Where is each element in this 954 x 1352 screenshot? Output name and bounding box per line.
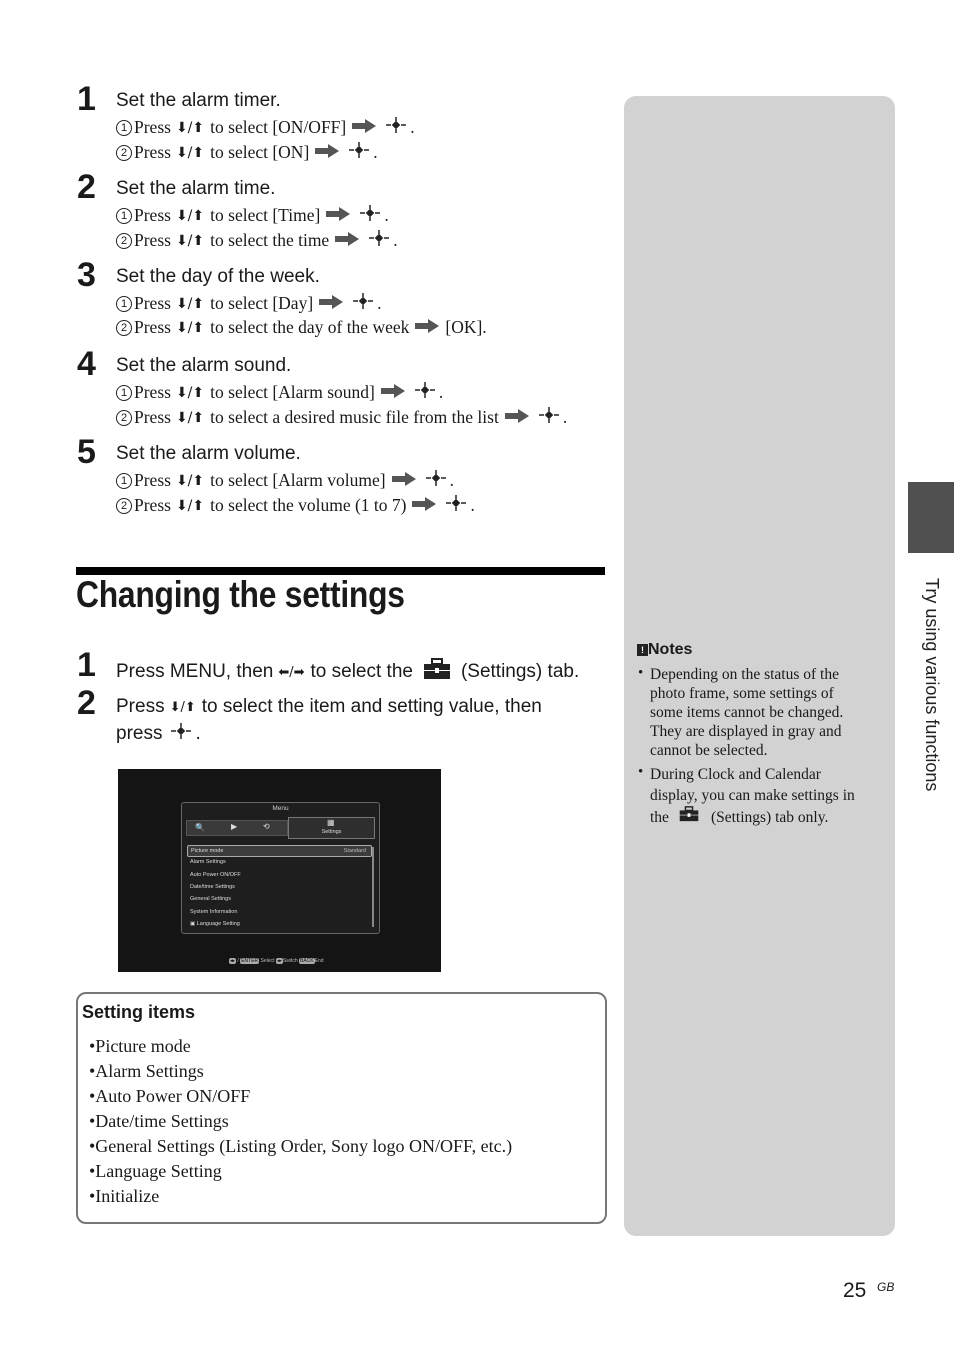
note-2-tab-only: (Settings) tab only. — [710, 808, 829, 826]
next-arrow-icon — [352, 117, 376, 138]
menu-row[interactable] — [187, 845, 372, 857]
circled-number: 2 — [116, 145, 132, 161]
enter-icon — [352, 292, 374, 315]
section-title: Changing the settings — [76, 574, 405, 615]
section-step-1-text — [116, 658, 579, 686]
menu-panel — [181, 802, 380, 934]
substep-text: to select [Alarm sound] — [210, 382, 375, 402]
next-arrow-icon — [326, 205, 350, 226]
section-step-2-line1 — [116, 696, 542, 718]
menu-row-label: System Information — [190, 908, 238, 915]
substep-press: Press — [134, 407, 171, 427]
footer-switch: Switch — [282, 958, 298, 964]
section-step-1-mid: to select the — [310, 661, 413, 682]
step-4-substep-1 — [116, 381, 443, 404]
menu-row-label: Picture mode — [191, 848, 224, 854]
step-5-substep-2 — [116, 494, 475, 517]
step-2-number: 2 — [77, 168, 96, 206]
menu-tabs — [186, 820, 288, 836]
period: . — [384, 205, 389, 225]
substep-press: Press — [134, 382, 171, 402]
step-5-number: 5 — [77, 433, 96, 471]
note-2-line-2: display, you can make settings in — [650, 787, 855, 804]
edit-tab-icon[interactable]: ⟲ — [263, 822, 270, 831]
enter-icon — [385, 116, 407, 139]
switch-key-icon: ◂▸ — [276, 958, 282, 964]
setting-item: •General Settings (Listing Order, Sony logo ON/OFF, etc.) — [89, 1136, 513, 1156]
enter-icon — [170, 722, 192, 746]
notes-heading — [637, 641, 692, 659]
menu-row[interactable] — [187, 882, 370, 892]
settings-tab-label: Settings — [321, 829, 342, 835]
substep-text: to select [Time] — [210, 205, 321, 225]
note-1-line-3: some items cannot be changed. — [650, 704, 844, 721]
substep-end: [OK]. — [445, 317, 487, 337]
section-step-2-post: to select the item and setting value, then — [201, 696, 542, 717]
enter-icon — [348, 141, 370, 164]
section-step-2-number: 2 — [77, 684, 96, 722]
settings-tab-icon: ▦ — [327, 818, 335, 827]
note-bullet-1: • — [638, 665, 644, 681]
setting-item: •Initialize — [89, 1186, 160, 1206]
section-step-1-post: (Settings) tab. — [460, 661, 580, 682]
down-up-arrows-icon: ⬇/⬆ — [175, 319, 205, 336]
step-1-number: 1 — [77, 80, 96, 118]
circled-number: 2 — [116, 410, 132, 426]
menu-row[interactable] — [187, 919, 370, 929]
period: . — [393, 230, 398, 250]
footer-enter-key: ENTER — [241, 958, 259, 964]
down-up-arrows-icon: ⬇/⬆ — [175, 497, 205, 514]
setting-items-heading: Setting items — [82, 1002, 196, 1022]
setting-item: •Alarm Settings — [89, 1061, 204, 1081]
circled-number: 1 — [116, 208, 132, 224]
note-2-the: the — [650, 808, 669, 826]
setting-item: •Picture mode — [89, 1036, 191, 1056]
notes-heading-text: Notes — [648, 641, 693, 658]
period: . — [373, 142, 378, 162]
down-up-arrows-icon: ⬇/⬆ — [175, 295, 205, 312]
step-4-substep-2 — [116, 406, 567, 429]
menu-row[interactable] — [187, 894, 370, 904]
enter-icon — [425, 469, 447, 492]
nav-key-icon: ◂▸ — [230, 958, 236, 964]
step-1-substep-1 — [116, 116, 415, 139]
substep-press: Press — [134, 293, 171, 313]
step-2-title: Set the alarm time. — [116, 178, 276, 199]
substep-text: to select the day of the week — [210, 317, 410, 337]
step-4-title: Set the alarm sound. — [116, 355, 292, 376]
down-up-arrows-icon: ⬇/⬆ — [175, 409, 205, 426]
period: . — [377, 293, 382, 313]
circled-number: 2 — [116, 320, 132, 336]
down-up-arrows-icon: ⬇/⬆ — [175, 472, 205, 489]
circled-number: 1 — [116, 296, 132, 312]
circled-number: 1 — [116, 385, 132, 401]
next-arrow-icon — [412, 495, 436, 516]
section-step-2-pre: Press — [116, 696, 165, 717]
toolbox-icon — [423, 658, 451, 686]
settings-tab[interactable] — [288, 817, 375, 839]
note-2-line-1: During Clock and Calendar — [650, 766, 821, 783]
next-arrow-icon — [392, 470, 416, 491]
next-arrow-icon — [415, 317, 439, 338]
page-suffix: GB — [877, 1280, 895, 1294]
circled-number: 1 — [116, 120, 132, 136]
step-5-title: Set the alarm volume. — [116, 443, 301, 464]
step-4-number: 4 — [77, 345, 96, 383]
toolbox-icon — [679, 806, 699, 828]
left-right-arrows-icon: ⬅/➡ — [278, 664, 305, 680]
substep-press: Press — [134, 205, 171, 225]
down-up-arrows-icon: ⬇/⬆ — [175, 144, 205, 161]
step-2-substep-1 — [116, 204, 389, 227]
section-step-1-pre: Press MENU, then — [116, 661, 274, 682]
notes-icon: ! — [637, 644, 648, 656]
section-step-2-line2 — [116, 722, 201, 746]
next-arrow-icon — [335, 230, 359, 251]
menu-row-label: Auto Power ON/OFF — [190, 871, 241, 878]
substep-text: to select [ON/OFF] — [210, 117, 347, 137]
substep-text: to select a desired music file from the list — [210, 407, 499, 427]
next-arrow-icon — [315, 142, 339, 163]
menu-row[interactable] — [187, 857, 370, 867]
side-tab-text: Try using various functions — [922, 578, 942, 792]
screen-footer: ◂▸ / ENTER Select ◂▸Switch BACKEnd — [230, 958, 324, 964]
note-1-line-4: They are displayed in gray and — [650, 723, 842, 740]
next-arrow-icon — [319, 293, 343, 314]
step-3-number: 3 — [77, 256, 96, 294]
step-2-substep-2 — [116, 229, 398, 252]
down-up-arrows-icon: ⬇/⬆ — [175, 384, 205, 401]
footer-end: End — [314, 958, 324, 964]
menu-scrollbar[interactable] — [372, 847, 374, 927]
setting-item: •Language Setting — [89, 1161, 222, 1181]
substep-press: Press — [134, 470, 171, 490]
enter-icon — [368, 229, 390, 252]
menu-row-value: Standard — [343, 848, 366, 854]
next-arrow-icon — [381, 382, 405, 403]
note-2 — [650, 764, 885, 828]
circled-number: 2 — [116, 498, 132, 514]
period: . — [438, 382, 444, 402]
down-up-arrows-icon: ⬇/⬆ — [175, 232, 205, 249]
menu-row[interactable] — [187, 870, 370, 880]
menu-row[interactable] — [187, 907, 370, 917]
substep-press: Press — [134, 230, 171, 250]
note-2-line-3 — [650, 806, 885, 828]
period: . — [562, 407, 568, 427]
step-1-substep-2 — [116, 141, 378, 164]
substep-press: Press — [134, 117, 171, 137]
menu-row-label: ▣ Language Setting — [190, 920, 240, 927]
menu-title: Menu — [272, 805, 289, 812]
substep-text: to select [ON] — [210, 142, 310, 162]
page-number: 25 — [843, 1279, 867, 1302]
setting-item: •Date/time Settings — [89, 1111, 229, 1131]
setting-item: •Auto Power ON/OFF — [89, 1086, 251, 1106]
side-tab-marker — [908, 482, 954, 553]
circled-number: 1 — [116, 473, 132, 489]
search-tab-icon[interactable]: 🔍 — [195, 823, 205, 832]
circled-number: 2 — [116, 233, 132, 249]
step-3-substep-2 — [116, 317, 487, 338]
substep-text: to select [Day] — [210, 293, 314, 313]
menu-row-label: Alarm Settings — [190, 859, 226, 866]
section-step-2-press: press — [116, 723, 163, 744]
menu-row-label: General Settings — [190, 896, 231, 903]
down-up-arrows-icon: ⬇/⬆ — [169, 699, 196, 715]
note-1-line-1: Depending on the status of the — [650, 666, 839, 683]
footer-select: Select — [260, 958, 275, 964]
substep-text: to select [Alarm volume] — [210, 470, 386, 490]
footer-back-key: BACK — [300, 958, 314, 964]
enter-icon — [538, 406, 560, 429]
period: . — [470, 495, 475, 515]
step-1-title: Set the alarm timer. — [116, 90, 281, 111]
substep-press: Press — [134, 495, 171, 515]
next-arrow-icon — [505, 407, 529, 428]
substep-press: Press — [134, 142, 171, 162]
note-1 — [650, 665, 885, 760]
enter-icon — [445, 494, 467, 517]
step-3-title: Set the day of the week. — [116, 266, 320, 287]
down-up-arrows-icon: ⬇/⬆ — [175, 119, 205, 136]
step-3-substep-1 — [116, 292, 382, 315]
slideshow-tab-icon[interactable]: ▶ — [231, 822, 238, 831]
substep-text: to select the volume (1 to 7) — [210, 495, 407, 515]
enter-icon — [414, 381, 436, 404]
note-1-line-2: photo frame, some settings of — [650, 685, 834, 702]
substep-text: to select the time — [210, 230, 330, 250]
period: . — [410, 117, 415, 137]
note-bullet-2: • — [638, 764, 644, 780]
step-5-substep-1 — [116, 469, 454, 492]
period: . — [195, 723, 201, 744]
note-1-line-5: cannot be selected. — [650, 742, 768, 759]
substep-press: Press — [134, 317, 171, 337]
down-up-arrows-icon: ⬇/⬆ — [175, 207, 205, 224]
enter-icon — [359, 204, 381, 227]
menu-row-label: Date/time Settings — [190, 883, 235, 890]
period: . — [449, 470, 454, 490]
section-step-1-number: 1 — [77, 646, 96, 684]
